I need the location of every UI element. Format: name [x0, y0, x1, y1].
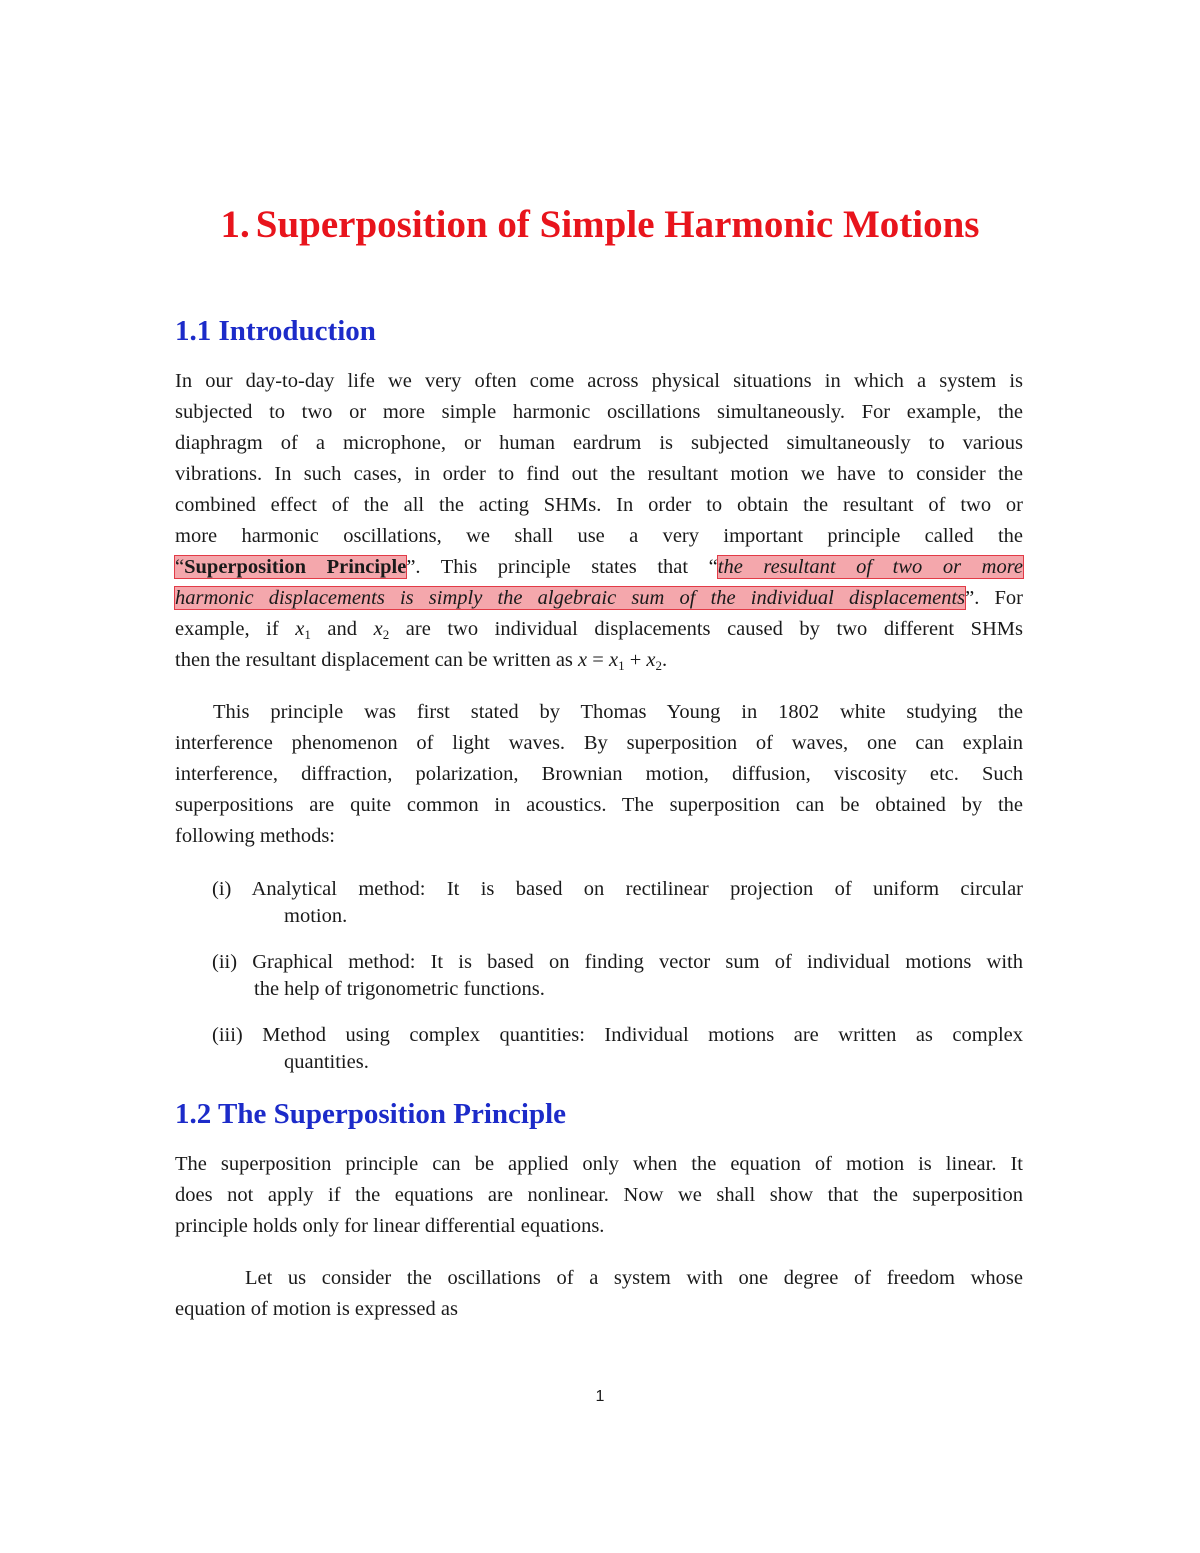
math-var: x: [578, 649, 588, 671]
highlighted-definition: the resultant of two or more: [717, 556, 1024, 578]
text-line: interference, diffraction, polarization, Brownian motion, diffusion, viscosity etc. Such: [175, 763, 1023, 785]
text-line: example, if $x_1$ and $x_2$ are two individual displacements caused by two different SHMs: [175, 618, 1023, 642]
chapter-title-text: Superposition of Simple Harmonic Motions: [255, 203, 980, 246]
math-var: x: [608, 649, 619, 671]
text-line: This principle was first stated by Thomas Young in 1802 white studying the: [213, 701, 1023, 723]
intro-paragraph-2: [175, 697, 1023, 852]
intro-paragraph-1: [175, 366, 1023, 676]
text-line: Let us consider the oscillations of a system with one degree of freedom whose: [245, 1267, 1023, 1289]
text-line: harmonic displacements is simply the algebraic sum of the individual displacements”. For: [175, 587, 1024, 609]
text-line: “Superposition Principle”. This principle states that “the resultant of two or more: [175, 556, 1024, 578]
text-line: principle holds only for linear differential equations.: [175, 1215, 605, 1237]
math-var: x: [646, 649, 656, 671]
text-line: equation of motion is expressed as: [175, 1298, 458, 1320]
section-heading-superposition-principle: 1.2 The Superposition Principle: [175, 1098, 567, 1130]
method-list-item: (ii) Graphical method: It is based on finding vector sum of individual motions with the help of trigonometric functions.: [212, 951, 1023, 1000]
text-line: then the resultant displacement can be written as $x = x_1 + x_2$.: [175, 649, 668, 673]
principle-paragraph-2: [175, 1263, 1023, 1325]
text-line: following methods:: [175, 825, 336, 847]
math-var: x: [295, 618, 305, 640]
method-list-item: (iii) Method using complex quantities: Individual motions are written as complex quantities.: [212, 1024, 1023, 1073]
section-heading-introduction: 1.1 Introduction: [175, 315, 376, 347]
highlighted-definition: harmonic displacements is simply the algebraic sum of the individual displacements: [175, 587, 966, 609]
math-var: x: [373, 618, 383, 640]
text-line: interference phenomenon of light waves. By superposition of waves, one can explain: [175, 732, 1023, 754]
method-list-item: (i) Analytical method: It is based on rectilinear projection of uniform circular motion.: [212, 878, 1023, 927]
text-line: combined effect of the all the acting SHMs. In order to obtain the resultant of two or: [175, 494, 1023, 516]
text-line: more harmonic oscillations, we shall use a very important principle called the: [175, 525, 1023, 547]
text-line: In our day-to-day life we very often come across physical situations in which a system is: [175, 370, 1023, 392]
text-line: diaphragm of a microphone, or human eardrum is subjected simultaneously to various: [175, 432, 1023, 454]
text-line: vibrations. In such cases, in order to find out the resultant motion we have to consider the: [175, 463, 1023, 485]
chapter-number: 1.: [220, 203, 250, 246]
text-line: The superposition principle can be applied only when the equation of motion is linear. It: [175, 1153, 1023, 1175]
text-line: subjected to two or more simple harmonic oscillations simultaneously. For example, the: [175, 401, 1023, 423]
chapter-title: [0, 200, 1200, 250]
text-line: superpositions are quite common in acoustics. The superposition can be obtained by the: [175, 794, 1023, 816]
highlighted-principle: “Superposition Principle: [175, 556, 407, 578]
principle-name-bold: Superposition Principle: [184, 556, 407, 578]
text-line: does not apply if the equations are nonlinear. Now we shall show that the superposition: [175, 1184, 1023, 1206]
principle-paragraph-1: [175, 1149, 1023, 1242]
page-number: 1: [595, 1388, 605, 1405]
